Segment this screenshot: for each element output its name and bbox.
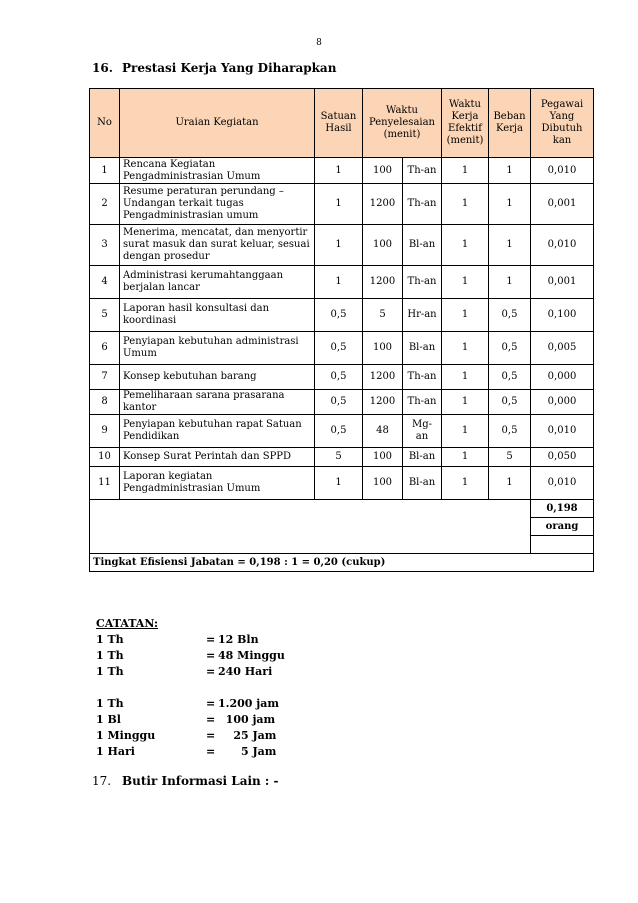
row-beban: 0,5: [489, 365, 531, 390]
row-unit: Bl-an: [403, 332, 442, 365]
note-row: [96, 744, 285, 760]
note-key: 1 Bl: [96, 713, 121, 726]
note-value: 48 Minggu: [218, 649, 285, 662]
table-row: [90, 390, 594, 415]
row-beban: 0,5: [489, 390, 531, 415]
row-uraian: Konsep kebutuhan barang: [120, 365, 315, 390]
row-unit: Th-an: [403, 184, 442, 225]
total-unit: orang: [531, 518, 594, 536]
row-uraian: Laporan hasil konsultasi dan koordinasi: [120, 299, 315, 332]
page-number: 8: [316, 38, 322, 48]
note-value: 12 Bln: [218, 633, 259, 646]
row-satuan: 0,5: [315, 365, 363, 390]
table-header-row: [90, 89, 594, 158]
row-uraian: Pemeliharaan sarana prasarana kantor: [120, 390, 315, 415]
row-pegawai: 0,100: [531, 299, 594, 332]
note-key: 1 Minggu: [96, 729, 156, 742]
row-unit: Mg-an: [403, 415, 442, 448]
note-equals: =: [206, 713, 216, 726]
row-efektif: 1: [442, 467, 489, 500]
row-satuan: 1: [315, 467, 363, 500]
row-efektif: 1: [442, 299, 489, 332]
row-beban: 1: [489, 184, 531, 225]
row-efektif: 1: [442, 415, 489, 448]
row-waktu: 5: [363, 299, 403, 332]
note-value: 5 Jam: [218, 745, 277, 758]
row-no: 2: [90, 184, 120, 225]
row-beban: 1: [489, 158, 531, 184]
row-waktu: 1200: [363, 390, 403, 415]
row-waktu: 100: [363, 448, 403, 467]
row-pegawai: 0,010: [531, 225, 594, 266]
row-pegawai: 0,001: [531, 184, 594, 225]
table-row: [90, 225, 594, 266]
notes-group-2: [96, 696, 285, 760]
efficiency-row: [90, 554, 594, 572]
row-beban: 5: [489, 448, 531, 467]
row-pegawai: 0,010: [531, 467, 594, 500]
note-value: 1.200 jam: [218, 697, 280, 710]
note-value: 240 Hari: [218, 665, 273, 678]
table-row: [90, 332, 594, 365]
row-efektif: 1: [442, 266, 489, 299]
performance-table: [89, 88, 594, 572]
note-row: [96, 632, 285, 648]
header-waktu: Waktu Penyelesaian (menit): [363, 89, 442, 158]
note-key: 1 Th: [96, 633, 124, 646]
note-row: [96, 664, 285, 680]
note-key: 1 Th: [96, 665, 124, 678]
note-value: 100 jam: [218, 713, 276, 726]
table-row: [90, 467, 594, 500]
row-uraian: Penyiapan kebutuhan rapat Satuan Pendidikan: [120, 415, 315, 448]
row-satuan: 1: [315, 184, 363, 225]
total-value: 0,198: [531, 500, 594, 518]
notes-title: CATATAN:: [96, 617, 159, 630]
row-efektif: 1: [442, 448, 489, 467]
row-beban: 0,5: [489, 415, 531, 448]
table-row: [90, 299, 594, 332]
row-no: 1: [90, 158, 120, 184]
section-17-heading: [92, 774, 279, 788]
row-no: 9: [90, 415, 120, 448]
header-no: No: [90, 89, 120, 158]
total-empty: [531, 536, 594, 554]
note-row: [96, 712, 285, 728]
note-equals: =: [206, 697, 216, 710]
note-equals: =: [206, 729, 216, 742]
row-waktu: 48: [363, 415, 403, 448]
section-17-title: Butir Informasi Lain : -: [122, 774, 279, 788]
header-waktu-kerja: Waktu Kerja Efektif (menit): [442, 89, 489, 158]
row-uraian: Resume peraturan perundang – Undangan terkait tugas Pengadministrasian umum: [120, 184, 315, 225]
total-row: [90, 500, 594, 518]
row-waktu: 100: [363, 332, 403, 365]
header-beban: Beban Kerja: [489, 89, 531, 158]
note-key: 1 Th: [96, 649, 124, 662]
row-satuan: 0,5: [315, 332, 363, 365]
row-unit: Hr-an: [403, 299, 442, 332]
row-efektif: 1: [442, 332, 489, 365]
row-unit: Th-an: [403, 365, 442, 390]
note-equals: =: [206, 649, 216, 662]
table-row: [90, 448, 594, 467]
row-no: 7: [90, 365, 120, 390]
row-unit: Bl-an: [403, 467, 442, 500]
table-row: [90, 184, 594, 225]
row-no: 8: [90, 390, 120, 415]
total-blank: [90, 500, 531, 554]
row-waktu: 100: [363, 158, 403, 184]
row-efektif: 1: [442, 365, 489, 390]
row-satuan: 0,5: [315, 299, 363, 332]
row-pegawai: 0,000: [531, 390, 594, 415]
row-beban: 0,5: [489, 299, 531, 332]
row-beban: 1: [489, 225, 531, 266]
row-pegawai: 0,050: [531, 448, 594, 467]
row-no: 6: [90, 332, 120, 365]
row-uraian: Laporan kegiatan Pengadministrasian Umum: [120, 467, 315, 500]
row-satuan: 1: [315, 266, 363, 299]
table-row: [90, 365, 594, 390]
row-satuan: 0,5: [315, 390, 363, 415]
row-uraian: Administrasi kerumahtanggaan berjalan lancar: [120, 266, 315, 299]
row-uraian: Menerima, mencatat, dan menyortir surat masuk dan surat keluar, sesuai dengan prosedur: [120, 225, 315, 266]
row-efektif: 1: [442, 390, 489, 415]
row-waktu: 1200: [363, 365, 403, 390]
section-17-number: 17.: [92, 774, 112, 788]
row-satuan: 1: [315, 158, 363, 184]
row-pegawai: 0,005: [531, 332, 594, 365]
row-waktu: 100: [363, 225, 403, 266]
notes-group-1: [96, 632, 285, 680]
row-unit: Th-an: [403, 266, 442, 299]
row-unit: Th-an: [403, 390, 442, 415]
row-satuan: 1: [315, 225, 363, 266]
row-no: 3: [90, 225, 120, 266]
table-row: [90, 415, 594, 448]
note-key: 1 Th: [96, 697, 124, 710]
row-uraian: Rencana Kegiatan Pengadministrasian Umum: [120, 158, 315, 184]
header-uraian: Uraian Kegiatan: [120, 89, 315, 158]
row-beban: 1: [489, 266, 531, 299]
efficiency-text: Tingkat Efisiensi Jabatan = 0,198 : 1 = 0,20 (cukup): [90, 554, 594, 572]
note-value: 25 Jam: [218, 729, 277, 742]
row-unit: Th-an: [403, 158, 442, 184]
row-waktu: 100: [363, 467, 403, 500]
row-no: 5: [90, 299, 120, 332]
row-efektif: 1: [442, 184, 489, 225]
notes-block: [96, 616, 285, 760]
note-equals: =: [206, 745, 216, 758]
row-beban: 0,5: [489, 332, 531, 365]
row-unit: Bl-an: [403, 448, 442, 467]
section-16-number: 16.: [92, 61, 113, 75]
note-key: 1 Hari: [96, 745, 135, 758]
row-uraian: Konsep Surat Perintah dan SPPD: [120, 448, 315, 467]
note-row: [96, 728, 285, 744]
row-pegawai: 0,010: [531, 415, 594, 448]
row-efektif: 1: [442, 158, 489, 184]
note-equals: =: [206, 665, 216, 678]
table-row: [90, 266, 594, 299]
note-equals: =: [206, 633, 216, 646]
section-16-title: Prestasi Kerja Yang Diharapkan: [122, 61, 337, 75]
row-waktu: 1200: [363, 184, 403, 225]
note-row: [96, 648, 285, 664]
note-row: [96, 696, 285, 712]
row-unit: Bl-an: [403, 225, 442, 266]
header-satuan: Satuan Hasil: [315, 89, 363, 158]
table-row: [90, 158, 594, 184]
row-no: 4: [90, 266, 120, 299]
row-pegawai: 0,010: [531, 158, 594, 184]
header-pegawai: Pegawai Yang Dibutuh kan: [531, 89, 594, 158]
row-satuan: 0,5: [315, 415, 363, 448]
row-uraian: Penyiapan kebutuhan administrasi Umum: [120, 332, 315, 365]
section-16-heading: [92, 61, 336, 75]
row-pegawai: 0,000: [531, 365, 594, 390]
row-beban: 1: [489, 467, 531, 500]
row-efektif: 1: [442, 225, 489, 266]
row-no: 10: [90, 448, 120, 467]
row-pegawai: 0,001: [531, 266, 594, 299]
row-no: 11: [90, 467, 120, 500]
row-satuan: 5: [315, 448, 363, 467]
row-waktu: 1200: [363, 266, 403, 299]
